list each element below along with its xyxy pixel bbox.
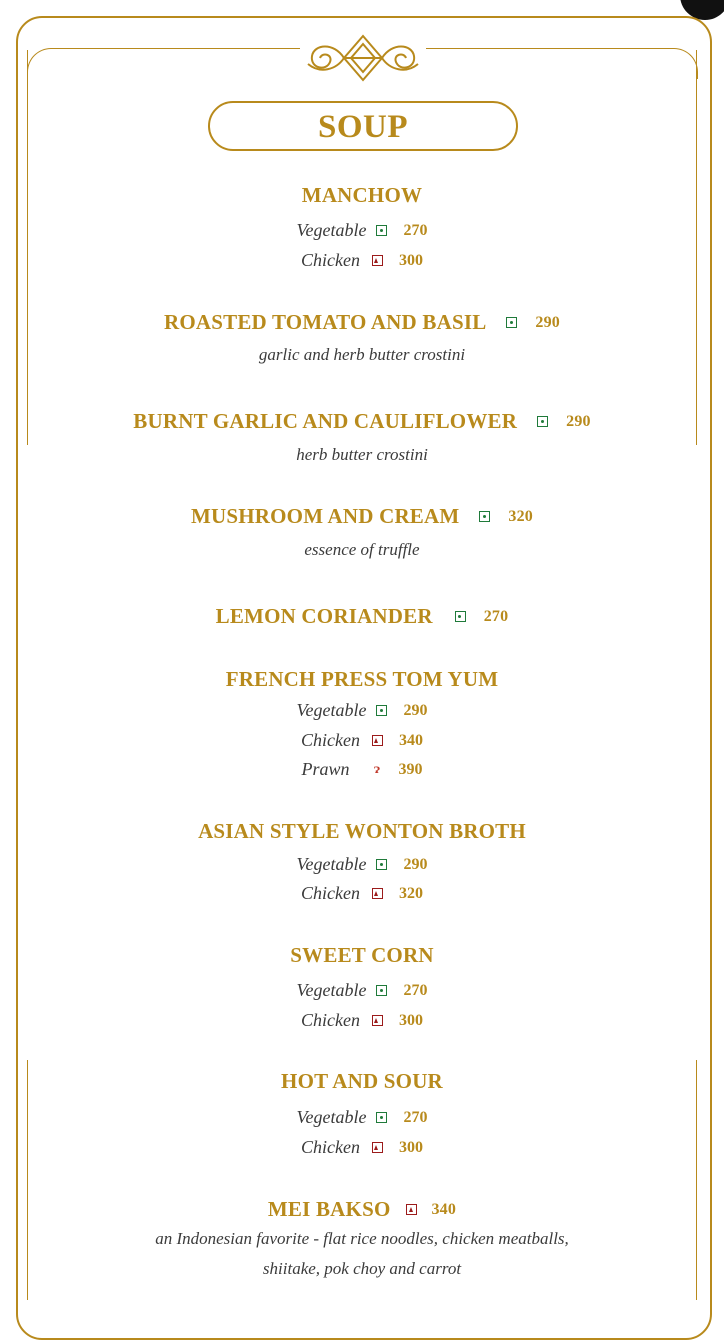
price: 300: [398, 251, 423, 269]
price: 270: [403, 221, 428, 239]
variant-row: [0, 700, 724, 721]
veg-mark-icon: [537, 416, 548, 427]
price: 270: [483, 607, 509, 625]
menu-item-name: [0, 409, 724, 434]
variant-row: [0, 220, 724, 241]
price: 300: [398, 1138, 423, 1156]
nonveg-mark-icon: [406, 1204, 417, 1215]
price: 270: [403, 1108, 428, 1126]
item-title: LEMON CORIANDER: [215, 604, 433, 628]
item-title: ASIAN STYLE WONTON BROTH: [198, 819, 526, 843]
item-title: HOT AND SOUR: [281, 1069, 443, 1093]
price: 270: [403, 981, 428, 999]
variant-label: Vegetable: [296, 1107, 367, 1127]
variant-row: [0, 1010, 724, 1031]
item-description: an Indonesian favorite - flat rice noodles, chicken meatballs,: [155, 1229, 569, 1248]
veg-mark-icon: [376, 1112, 387, 1123]
item-title: MANCHOW: [301, 183, 423, 207]
price: 340: [398, 731, 423, 749]
item-description: essence of truffle: [304, 540, 420, 559]
veg-mark-icon: [455, 611, 466, 622]
nonveg-mark-icon: [372, 1142, 383, 1153]
item-title: BURNT GARLIC AND CAULIFLOWER: [133, 409, 518, 433]
item-title: ROASTED TOMATO AND BASIL: [163, 310, 487, 334]
item-description: garlic and herb butter crostini: [258, 345, 466, 364]
item-title: MUSHROOM AND CREAM: [190, 504, 460, 528]
menu-item-name: [0, 1197, 724, 1222]
item-title: SWEET CORN: [290, 943, 434, 967]
item-description: herb butter crostini: [296, 445, 428, 464]
veg-mark-icon: [376, 705, 387, 716]
variant-label: Vegetable: [296, 980, 367, 1000]
flourish-ornament-icon: [300, 30, 426, 86]
section-title: SOUP: [208, 101, 518, 151]
veg-mark-icon: [376, 225, 387, 236]
nonveg-mark-icon: [372, 255, 383, 266]
variant-label: Prawn: [301, 759, 350, 779]
price: 320: [508, 507, 534, 525]
menu-item-name: [0, 504, 724, 529]
variant-row: [0, 980, 724, 1001]
price: 390: [398, 760, 423, 778]
price: 290: [403, 701, 428, 719]
variant-row: [0, 759, 724, 780]
price: 300: [398, 1011, 423, 1029]
price: 290: [535, 313, 561, 331]
veg-mark-icon: [506, 317, 517, 328]
variant-row: [0, 854, 724, 875]
variant-label: Chicken: [301, 1010, 360, 1030]
item-title: FRENCH PRESS TOM YUM: [225, 667, 499, 691]
variant-label: Vegetable: [296, 700, 367, 720]
nonveg-mark-icon: [372, 888, 383, 899]
menu-inner-frame-left: [27, 50, 28, 445]
item-description-line2: shiitake, pok choy and carrot: [262, 1259, 462, 1278]
veg-mark-icon: [479, 511, 490, 522]
price: 290: [566, 412, 591, 430]
variant-label: Chicken: [301, 730, 360, 750]
price: 340: [431, 1200, 457, 1218]
item-title: MEI BAKSO: [267, 1197, 391, 1221]
variant-row: [0, 730, 724, 751]
variant-label: Chicken: [301, 883, 360, 903]
variant-label: Chicken: [301, 250, 360, 270]
variant-label: Vegetable: [296, 854, 367, 874]
menu-item-name: [0, 667, 724, 692]
menu-item-name: [0, 943, 724, 968]
menu-inner-frame-right: [696, 50, 697, 445]
variant-label: Vegetable: [296, 220, 367, 240]
variant-row: [0, 883, 724, 904]
menu-item-name: [0, 604, 724, 629]
nonveg-mark-icon: [372, 735, 383, 746]
price: 290: [403, 855, 428, 873]
variant-label: Chicken: [301, 1137, 360, 1157]
price: 320: [398, 884, 423, 902]
variant-row: [0, 250, 724, 271]
variant-row: [0, 1107, 724, 1128]
nonveg-mark-icon: [372, 1015, 383, 1026]
prawn-mark-icon: ɂ: [373, 762, 381, 777]
veg-mark-icon: [376, 985, 387, 996]
menu-item-name: [0, 310, 724, 335]
menu-item-name: [0, 1069, 724, 1094]
menu-item-name: [0, 183, 724, 208]
veg-mark-icon: [376, 859, 387, 870]
variant-row: [0, 1137, 724, 1158]
menu-item-name: [0, 819, 724, 844]
